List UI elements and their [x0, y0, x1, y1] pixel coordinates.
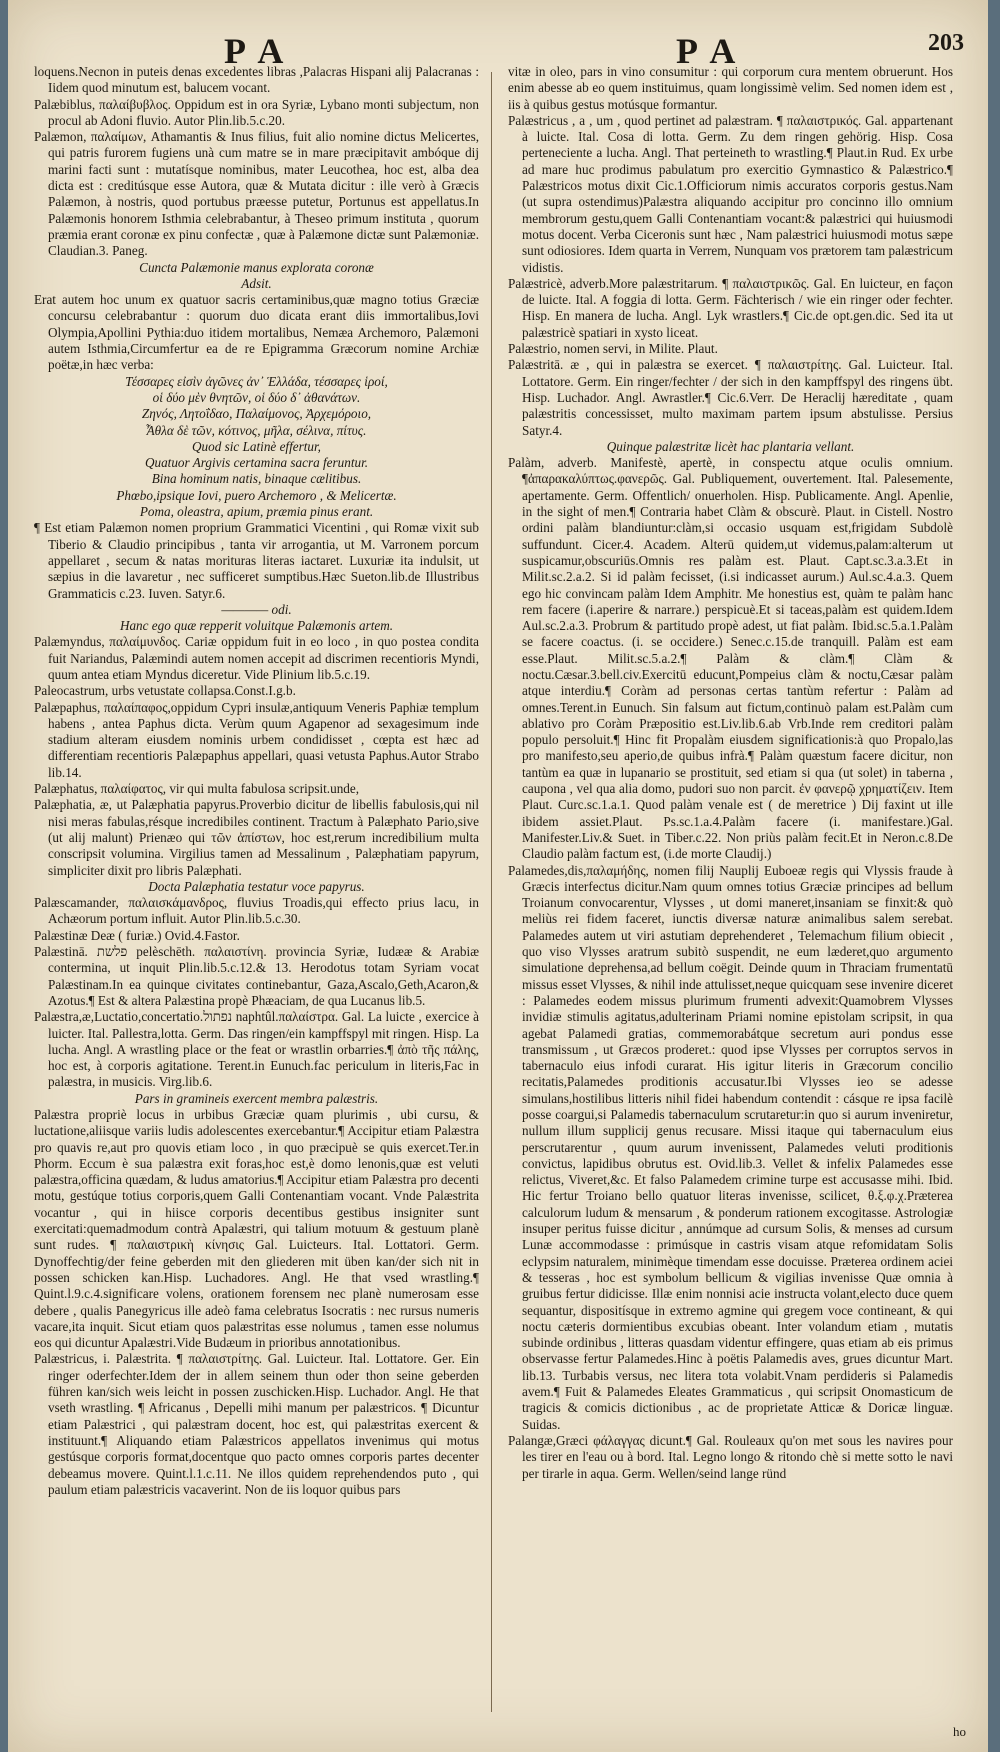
page-header: [8, 0, 988, 71]
entry-paragraph: Palæstra,æ,Luctatio,concertatio.נפתול naphtûl.παλαίστρα. Gal. La luicte , exercice à luicter. Ital. Pallestra,lotta. Germ. Das ringen/ein kampffspyl mit ringen. Hisp. La lucha. Angl. A wrastling place or the feat or wrastlin orbarries.¶ ἀπὸ τῆς πάλης, hoc est, à corporis agitatione. Terent.in Eunuch.fac periculum in literis,Fac in palæstra, in musicis. Virg.lib.6.: [34, 1009, 479, 1090]
entry-paragraph: Palæmyndus, παλαίμυνδος. Cariæ oppidum fuit in eo loco , in quo postea condita fuit Nariandus, Palæmindi autem nomen accepit ad discrimen recentioris Myndi, quum antea etiam Myndus diceretur. Vide Plinium lib.5.c.19.: [34, 634, 479, 682]
greek-verse-line: Τέσσαρες εἰσὶν ἀγῶνες ἀν᾽ Ἑλλάδα, τέσσαρες ἱροί,: [125, 373, 388, 389]
verse-line: Quod sic Latinè effertur,: [192, 438, 321, 454]
entry-paragraph: Palæphatus, παλαίφατος, vir qui multa fabulosa scripsit.unde,: [34, 781, 360, 797]
greek-verse-line: Ζηνός, Λητοΐδαο, Παλαίμονος, Ἀρχεμόροιο,: [141, 406, 372, 422]
entry-paragraph: Palangæ,Græci φάλαγγας dicunt.¶ Gal. Rouleaux qu'on met sous les navires pour les tirer en l'eau ou à bord. Ital. Legno longo & ritondo chè si mette sotto le navi per tirarle in aqua. Germ. Wellen/seind lange ründ: [508, 1432, 953, 1481]
verse-line: Quinque palæstritæ licèt hac plantaria vellant.: [606, 438, 855, 454]
page-number: 203: [928, 30, 964, 56]
verse-line: Quatuor Argivis certamina sacra feruntur.: [144, 455, 369, 471]
entry-paragraph: Palæstricus , a , um , quod pertinet ad palæstram. ¶ παλαιστρικός. Gal. appartenant à luicte. Ital. Cosa di lotta. Germ. Zu dem ringen gehörig. Hisp. Cosa perteneciente a lucha. Angl. That perteineth to wrastling.¶ Plaut.in Rud. Ex urbe ad mare huc prodimus pabulatum pro exercitio Gymnastico & Palæstrico.¶ Palæstricos motus dixit Cic.1.Officiorum nimis accuratos corporis gestus.Nam (ut supra ostendimus)Palæstra aliquando accipitur pro concinno illo omnium membrorum gestu,quem Galli Contenantiam vocant:& palæstrici qui huiusmodi motus docent. Verba Ciceronis sunt hæc , Nam palæstrici huiusmodi motus sæpe sunt odiosiores. Idem quarta in Verrem, Nunquam vos prætorem tam palæstricum vidistis.: [508, 112, 953, 275]
column-divider: [491, 72, 492, 1712]
entry-paragraph: Palæstricus, i. Palæstrita. ¶ παλαιστρίτης. Gal. Luicteur. Ital. Lottatore. Ger. Ein ringer oderfechter.Idem der in allem seinem thun oder thon seine geberden führen kan/sich weis leicht in possen zuschicken.Hisp. Luchador. Angl. He that vseth wrastling. ¶ Africanus , Depelli mihi manum per palæstricos. ¶ Dicuntur etiam Palæstrici , qui palæstram docent, hoc est, qui palæstritas exercent & instituunt.¶ Aliquando etiam Palæstricos appellatos invenimus qui motus gestúsque corporis format,docentque quo pacto omnes corporis partes decenter debeamus movere. Quint.l.1.c.11. Ne illos quidem reprehendendos puto , qui paulum etiam palæstricis vacaverint. Non de iis loquor quibus pars: [34, 1351, 479, 1497]
verse-line: ———— odi.: [221, 601, 292, 617]
entry-paragraph: Palàm, adverb. Manifestè, apertè, in conspectu atque oculis omnium. ¶ἀπαρακαλύπτως.φανερῶς. Gal. Publiquement, ouvertement. Ital. Palesemente, apertamente. Germ. Offentlich/ onuerholen. Hisp. Publicamente. Angl. Apenlie, in the sight of men.¶ Contraria habet Clàm & obscurè. Plaut. in Cistell. Nostro ordini palàm blandiuntur:clàm,si occasio usquam est,frigidam Subdolè suffundunt. Cicer.4. Academ. Alterū quidem,ut videmus,palam:alterum ut suspicamur,obscuriūs.Omnis res palàm est. Plaut. Capt.sc.3.a.3.Et in Milit.sc.2.a.2. Si id palàm fecisset, (i.si indicasset aurum.) Aul.sc.4.a.3. Quem ego hic convincam palàm Idem Amphitr. Me honestius est, quàm te palàm hanc rem facere (i.aperire & narrare.) perspicuè.Et si taceas,palàm est quidem.Idem Aul.sc.2.a.3. Probrum & partitudo propè adest, ut fiat palàm. Ibid.sc.5.a.1.Palàm se facere coactus. (i. se occidere.) Senec.c.15.de tranquill. Palàm est eam esse.Plaut. Milit.sc.5.a.2.¶ Palàm & clàm.¶ Clàm & noctu.Cæsar.3.bell.civ.Exercitū educunt,Pompeius clàm & noctu,Cæsar palàm atque interdiu.¶ Coràm ad personas certas tantùm refertur : Palàm ad omnes.Terent.in Eunuch. Sin falsum aut fictum,continuò palam est.Palàm cum ablativo pro Coràm Præpositio est.Liv.lib.6.ab Vrb.Inde rem creditori palàm populo persoluit.¶ Hinc fit Propalàm eiusdem significationis:à quo Propalo,las pro manifesto,seu aperio,de quibus infrà.¶ Palàm quæstum facere dicitur, non tantùm ea quæ in lupanario se prostituit, sed etiam si qua (ut solet) in taberna , caupona , vel qua alia domo, pudori suo non parcit. ἐν φανερῷ χρηματίζειν. Item Plaut. Curc.sc.1.a.1. Quod palàm venale est ( de meretrice ) Dij faxint ut ille ibidem assiet.Plaut. Ps.sc.1.a.4.Palàm facere (i. manifestare.)Gal. Manifester.Liv.& Suet. in Tiber.c.22. Non priùs palàm fecit.Et in Neron.c.8.De Claudio palàm factum est, (i.de morte Claudij.): [508, 455, 953, 862]
entry-paragraph: Palæscamander, παλαισκάμανδρος, fluvius Troadis,qui effecto prius lacu, in Achæorum portum influit. Autor Plin.lib.5.c.30.: [34, 895, 479, 927]
greek-verse-line: Ἆθλα δὲ τῶν, κότινος, μῆλα, σέλινα, πίτυς.: [146, 422, 367, 438]
verse-line: Phœbo,ipsique Iovi, puero Archemoro , & Melicertæ.: [116, 487, 397, 503]
verse-line: Hanc ego quæ repperit voluitque Palæmonis artem.: [119, 618, 394, 634]
entry-paragraph: Palæphatia, æ, ut Palæphatia papyrus.Proverbio dicitur de libellis fabulosis,qui nil nisi meras fabulas,résque incredibiles continent. Tractum à Palæphato Pario,sive (ut alij malunt) Prienæo qui τῶν ἀπίστων, hoc est,rerum incredibilium multa conscripsit volumina. Virgilius tamen ad Messalinum , Palæphatiam papyrum, simpliciter dixit pro libris Palæphati.: [34, 797, 479, 878]
greek-verse-line: οἱ δύο μὲν θνητῶν, οἱ δύο δ᾽ ἀθανάτων.: [152, 389, 361, 405]
entry-paragraph: Palæstricè, adverb.More palæstritarum. ¶ παλαιστρικῶς. Gal. En luicteur, en façon de luicte. Ital. A foggia di lotta. Germ. Fächterisch / wie ein ringer oder fechter. Hisp. En manera de lucha. Angl. Lyk wrastlers.¶ Cic.de opt.gen.dic. Sed ita ut palæstricè spatiari in xysto liceat.: [508, 275, 953, 340]
entry-paragraph: Palæpaphus, παλαίπαφος,oppidum Cypri insulæ,antiquum Veneris Paphiæ templum habens , antea Paphus dicta. Verùm quum Agapenor ad sexagesimum inde stadium alteram eiusdem nominis urbem condidisset , cœpta est hæc ad differentiam recentioris Palæpaphus appellari, quasi vetusta Paphus.Autor Strabo lib.14.: [34, 699, 479, 780]
entry-paragraph: Palæstinā. פלשת pelèschēth. παλαιστίνη. provincia Syriæ, Iudææ & Arabiæ contermina, ut inquit Plin.lib.5.c.12.& 13. Herodotus totam Syriam vocat Palæstinam.In ea quinque civitates continebantur, Gaza,Ascalo,Geth,Acaron,& Azotus.¶ Est & altera Palæstina propè Phæaciam, de qua Lucanus lib.5.: [34, 944, 479, 1008]
entry-paragraph: Palæstritā. æ , qui in palæstra se exercet. ¶ παλαιστρίτης. Gal. Luicteur. Ital. Lottatore. Germ. Ein ringer/fechter / der sich in den kampffspyl des ringens übt. Hisp. Luchador. Angl. Awrastler.¶ Cic.6.Verr. De Heraclij hæreditate , quam palæstritis concessisset, multo maximam partem ipsum abstulisse. Persius Satyr.4.: [508, 357, 953, 438]
catchword: ho: [953, 1724, 966, 1739]
entry-paragraph: vitæ in oleo, pars in vino consumitur : qui corporum cura mentem obruerunt. Hos enim abesse ab eo quem instituimus, quam longissimè velim. Sed nomen idem est , iis à quibus gestus motúsque formantur.: [508, 64, 953, 112]
entry-paragraph: Palæstrio, nomen servi, in Milite. Plaut.: [508, 341, 718, 357]
verse-line: Adsit.: [241, 275, 272, 291]
verse-line: Cuncta Palæmonie manus explorata coronæ: [139, 259, 374, 275]
entry-paragraph: ¶ Est etiam Palæmon nomen proprium Grammatici Vicentini , qui Romæ vixit sub Tiberio & Claudio principibus , tanta vir arrogantia, ut M. Varronem porcum appellaret , secum & natas morituras literas iactaret. Luxuriæ ita indulsit, ut sæpius in die lavaretur , nec sufficeret sumptibus.Hæc Sueton.lib.de Illustribus Grammaticis c.23. Iuven. Satyr.6.: [34, 520, 479, 601]
running-head-left: PA: [224, 31, 298, 71]
entry-paragraph: Paleocastrum, urbs vetustate collapsa.Const.I.g.b.: [34, 683, 296, 699]
entry-paragraph: Palæstra propriè locus in urbibus Græciæ quam plurimis , ubi cursu, & luctatione,aliisque variis ludis adolescentes exercebantur.¶ Accipitur etiam Palæstra pro quavis re,aut pro quovis etiam loco , in quo præcipuè se quis exercet.Ter.in Phorm. Eccum è sua palæstra exit foras,hoc est,è domo lenonis,quæ est veluti palæstra,officina quædam, & ludus amatorius.¶ Accipitur etiam Palæstra pro decenti motu, gestúque totius corporis,quem Galli Contenantiam vocant. Vnde Palæstrita vocantur , qui in hiisce corporis decentibus gestibus insigniter sunt exercitati:quemadmodum contrà Apalæstri, qui talium motuum & gestuum planè sunt rudes. ¶ παλαιστρικὴ κίνησις Gal. Luicteurs. Ital. Lottatori. Germ. Dynoffechtig/der feine geberden mit den gliederen mit üben kan/der sich nit in possen schicken kan.Hisp. Luchadores. Angl. He that vsed wrastling.¶ Quint.l.9.c.4.significare volens, orationem forensem nec planè numerosam esse debere , qualis Panegyricus ille adeò fama celebratus Isocratis : nec rursus numeris vacare,ita inquit. Sicut etiam quos palæstritas esse nolumus , tamen esse nolumus eos qui dicuntur Apalæstri.Vide Budæum in prioribus annotationibus.: [34, 1107, 479, 1351]
left-column: [34, 64, 479, 1724]
entry-paragraph: Palamedes,dis,παλαμήδης, nomen filij Nauplij Euboeæ regis qui Vlyssis fraude à Græcis interfectus dicitur.Nam quum omnes totius Græciæ principes ad bellum Troianum convocarentur, Vlysses , ut domi maneret,insaniam se finxit:& quò meliùs rei fidem faceret, iunctis diversæ naturæ animalibus salem serebat. Palamedes autem ut viri astutiam deprehenderet , Telemachum filium obiecit , quo viso Vlysses aratrum subitò suspendit, ne eum læderet,quo argumento simulatione deprehensa,ad bellum coëgit. Deinde quum in Thraciam frumentatū missus esset Vlysses, & nihil inde attulisset,neque quicquam sese invenire diceret : Palamedes eodem missus plurimum frumenti advexit:Quamobrem Vlysses invidiæ stimulis agitatus,adulterinam Priami nomine epistolam scripsit, in qua agebat Palamedi gratias, commemorabátque secretum auri pondus esse transmissum , ut Græcos proderet.: quod ipse Vlysses per corruptos servos in tabernaculo eius infodi curarat. His igitur literis in Græcorum concilio recitatis,Palamedes proditionis accusatur.Ibi Vlysses ieo se adesse simulans,hostilibus litteris nihil fidei habendum contendit : cásque re ipsa facilè posse coargui,si Palamedis tabernaculum scrutaretur:in quo si aurum inveniretur, nullum illum supplicij genus recusare. Missi itaque qui tabernaculum eius perscrutarentur , quum aurum invenissent, Palamedes veluti proditionis convictus, lapidibus obrutus est. Ovid.lib.3. Vellet & infelix Palamedes esse relictus, Viveret,&c. Et falso Palamedem crimine turpe est accusasse mihi. Ibid. Hic fertur Troiano bello quatuor literas invenisse, scilicet, θ.ξ.φ.χ.Præterea calculorum ludum & mensarum , & ponderum rationem excogitasse. Astrologiæ insuper peritus fuisse dicitur , annúmque ad cursum Solis, & menses ad cursum Lunæ accommodasse : primúsque in castris visam atque refomidatam Solis eclypsim naturalem, minimèque timendam esse docuisse. Præterea ordinem aciei & tesseras , hoc est symbolum bellicum & vigilias invenisse Quæ omnia à gruibus fertur didicisse. Illæ enim nonnisi acie instructa volant,electo duce quem sequantur, dispositísque in extremo agmine qui gregem voce contineant, & qui noctu cæteris dormientibus excubias obeant. Inter volandum etiam , mutatis subinde ordinibus , litteras quasdam videntur effingere, quas etiam ab eis primus observasse fertur Palamedes.Hinc à poëtis Palamedis aves, grues dicuntur Mart. lib.13. Turbabis versus, nec litera tota volabit.Vnam perdideris si Palamedis avem.¶ Fuit & Palamedes Eleates Grammaticus , qui scripsit Onomasticum de tragicis & comicis dictionibus , ac de proprietate Atticæ & Doricæ linguæ. Suidas.: [508, 862, 953, 1432]
entry-paragraph: loquens.Necnon in puteis denas excedentes libras ,Palacras Hispani alij Palacranas : Iidem quod minutum est, balucem vocant.: [34, 64, 479, 96]
entry-paragraph: Palæstinæ Deæ ( furiæ.) Ovid.4.Fastor.: [34, 927, 240, 943]
verse-line: Pars in gramineis exercent membra palæstris.: [134, 1090, 379, 1106]
entry-paragraph: Erat autem hoc unum ex quatuor sacris certaminibus,quæ magno totius Græciæ concursu celebrabantur : quorum duo dicata erant diis immortalibus,Iovi Olympia,Apollini Pythia:duo itidem mortalibus, Nemæa Archemoro, Palæmoni autem Isthmia,Circumfertur ea de re Epigramma Græcorum nomine Archiæ poëtæ,in hæc verba:: [34, 292, 479, 373]
running-head-right: PA: [676, 31, 750, 71]
book-page: [8, 0, 988, 1752]
right-column: [508, 64, 953, 1724]
verse-line: Bina hominum natis, binaque cælitibus.: [151, 471, 362, 487]
verse-line: Poma, oleastra, apium, præmia pinus erant.: [139, 504, 374, 520]
entry-paragraph: Palæmon, παλαίμων, Athamantis & Inus filius, fuit alio nomine dictus Melicertes, qui patris furorem fugiens unà cum matre se in mare præcipitavit ambóque dij marini facti sunt : mutatísque nominibus, mater Leucothea, hoc est, alba dea dicta est : creditúsque esse Autora, quæ & Mutata dicitur : ille verò à Græcis Palæmon, à nostris, quod portubus præesse putetur, Portunus est appellatus.In Palæmonis honorem Isthmia celebrabantur, à Theseo primum instituta , quorum præmia erant coronæ ex pinu confectæ , quæ à Palæmone dictæ sunt Palæmoniæ. Claudian.3. Paneg.: [34, 129, 479, 259]
entry-paragraph: Palæbiblus, παλαίβυβλος. Oppidum est in ora Syriæ, Lybano monti subjectum, non procul ab Adoni fluvio. Autor Plin.lib.5.c.20.: [34, 96, 479, 128]
verse-line: Docta Palæphatia testatur voce papyrus.: [148, 878, 365, 894]
